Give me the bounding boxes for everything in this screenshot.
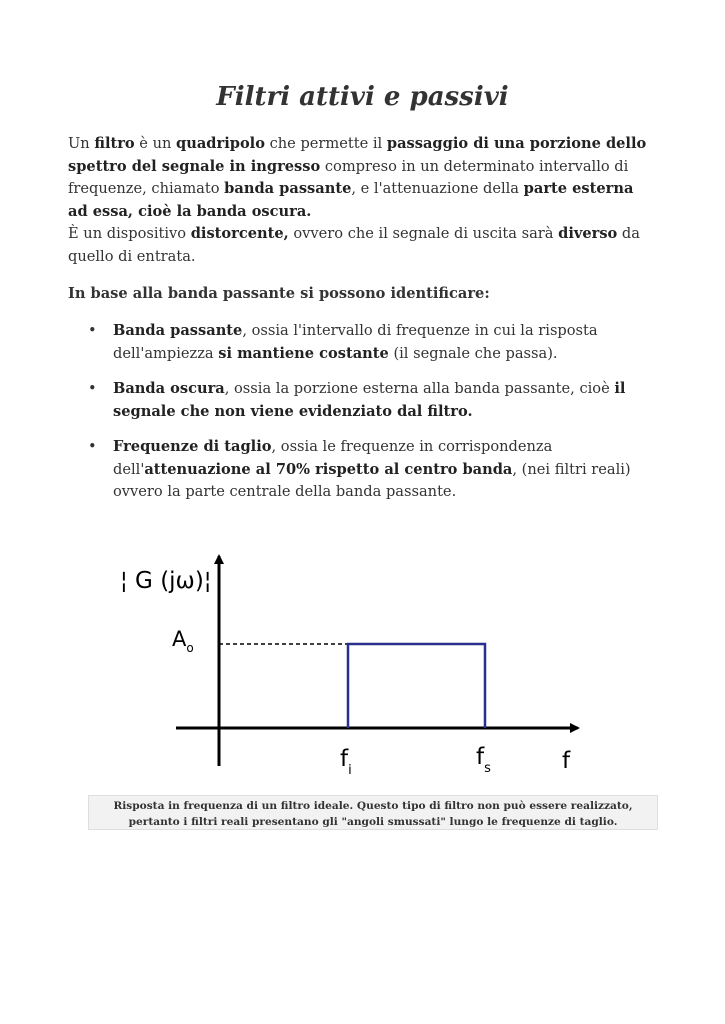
intro-paragraph [68, 133, 658, 268]
text-run: da quello di entrata. [68, 225, 640, 265]
upper-cutoff-label [476, 744, 491, 776]
bold-run: parte esterna ad essa, cioè la banda oscura. [68, 180, 634, 220]
list-item [68, 320, 658, 365]
text-run: ovvero che il segnale di uscita sarà [288, 225, 559, 242]
bold-run: il segnale che non viene evidenziato dal filtro. [113, 380, 626, 420]
text-run: È un dispositivo [68, 225, 191, 242]
ideal-response-line [348, 644, 485, 728]
bold-run: distorcente, [190, 225, 289, 242]
x-axis-label: f [562, 748, 571, 774]
bullet-icon: • [88, 322, 97, 339]
subheading: In base alla banda passante si possono identificare: [68, 285, 490, 302]
page-title: Filtri attivi e passivi [216, 82, 509, 112]
frequency-response-chart [112, 548, 602, 780]
text-run: Un [68, 135, 95, 152]
text-run: che permette il [264, 135, 387, 152]
bold-run: attenuazione al 70% rispetto al centro banda [144, 460, 513, 478]
text-run: , ossia le frequenze in corrispondenza dell' [113, 438, 553, 478]
bold-run: passaggio di una porzione dello spettro del segnale in ingresso [68, 135, 647, 175]
upper-cutoff-main: f [476, 744, 485, 770]
text-run: , e l'attenuazione della [351, 180, 524, 197]
bullet-term: Banda passante [113, 322, 243, 339]
bullet-term: Banda oscura [113, 380, 225, 397]
bold-run: quadripolo [176, 135, 265, 152]
text-run: è un [134, 135, 177, 152]
figure-caption: Risposta in frequenza di un filtro ideale. Questo tipo di filtro non può essere realizzato, pertanto i filtri reali presentano gli "angoli smussati" lungo le frequenze di taglio. [88, 795, 658, 830]
upper-cutoff-subscript: s [484, 761, 491, 776]
amplitude-label-main: A [172, 627, 187, 651]
lower-cutoff-label [340, 746, 352, 778]
bold-run: banda passante [224, 180, 352, 197]
bold-run: diverso [558, 225, 618, 242]
list-item [68, 378, 658, 423]
list-item [68, 436, 658, 504]
bullet-term: Frequenze di taglio [113, 438, 272, 455]
lower-cutoff-main: f [340, 746, 349, 772]
bold-run: si mantiene costante [218, 344, 389, 362]
bullet-list [68, 320, 658, 517]
y-axis-label: ¦ G (jω)¦ [120, 568, 212, 594]
text-run: compreso in un determinato intervallo di frequenze, chiamato [68, 157, 629, 197]
text-run: (il segnale che passa). [388, 344, 558, 362]
amplitude-label-subscript: o [186, 641, 194, 655]
bullet-icon: • [88, 380, 97, 397]
text-run: , (nei filtri reali) ovvero la parte centrale della banda passante. [113, 460, 631, 500]
amplitude-label [172, 627, 194, 655]
text-run: , ossia l'intervallo di frequenze in cui la risposta dell'ampiezza [113, 322, 598, 362]
bold-run: filtro [94, 135, 135, 152]
text-run: , ossia la porzione esterna alla banda passante, cioè [224, 380, 615, 397]
bullet-icon: • [88, 438, 97, 455]
frequency-response-figure [112, 548, 602, 780]
lower-cutoff-subscript: i [348, 763, 352, 778]
